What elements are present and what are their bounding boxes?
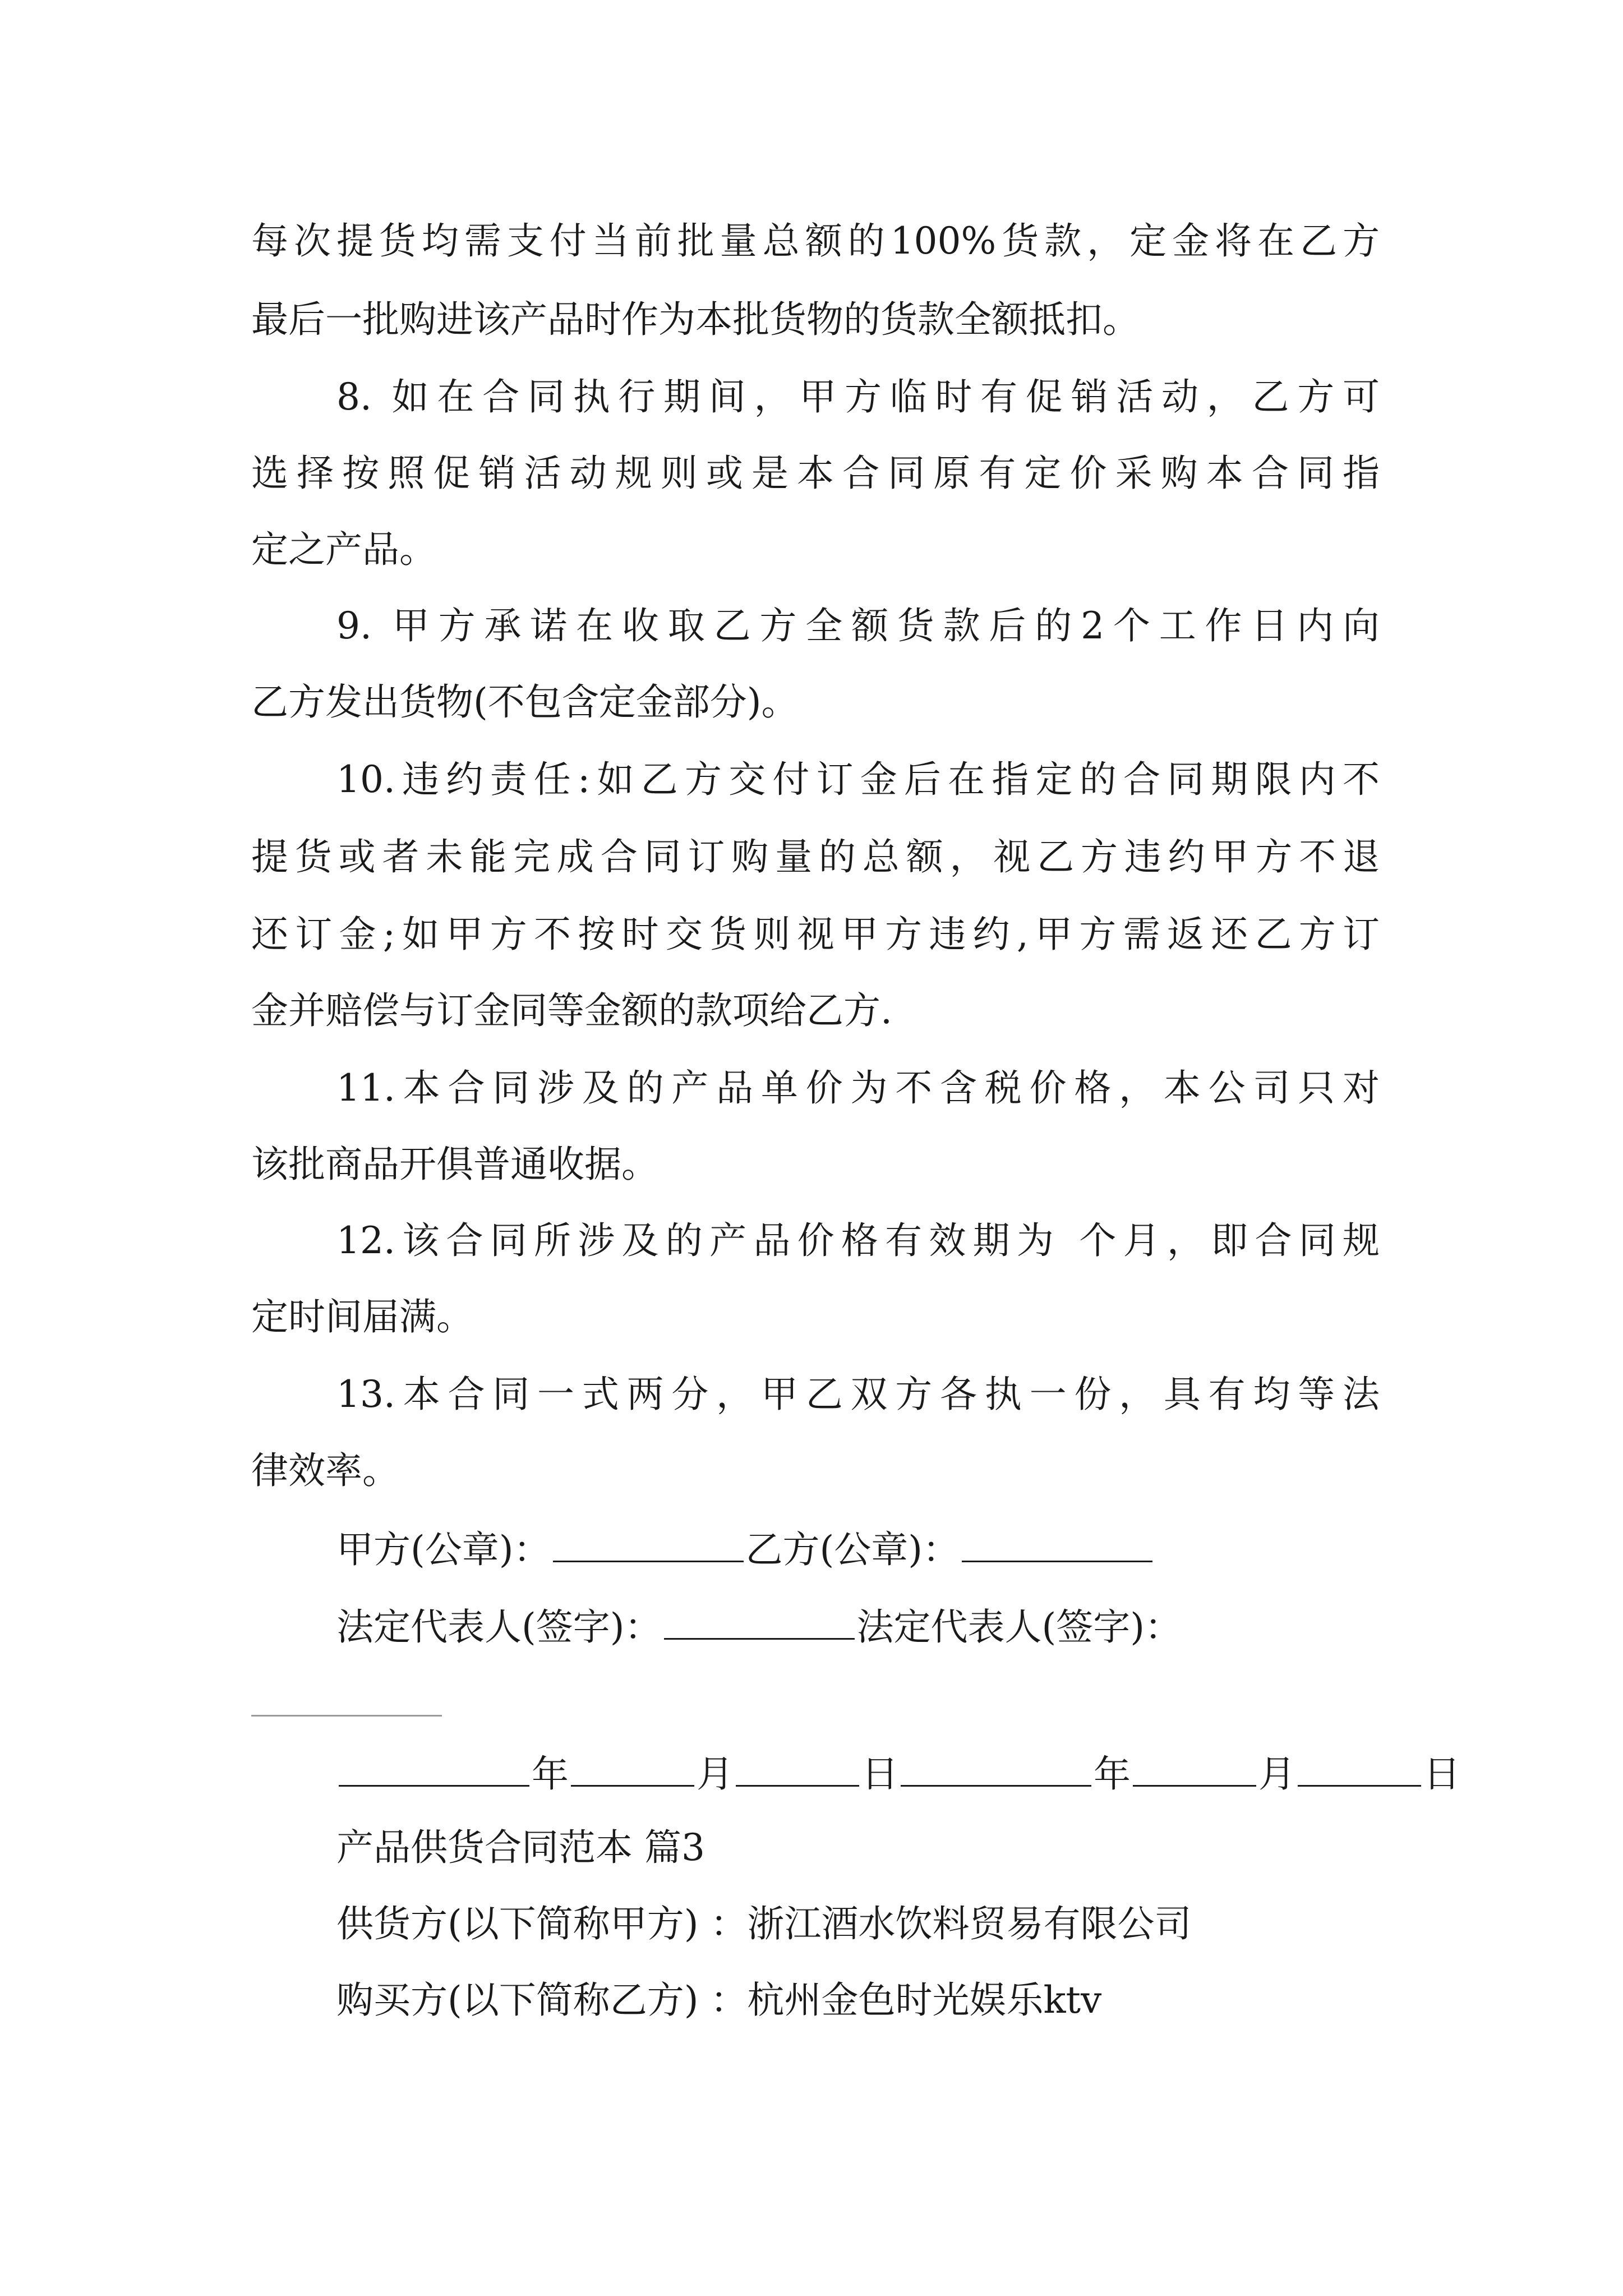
- date-a-month: 月: [697, 1752, 734, 1796]
- legal-rep-a-blank: [664, 1602, 855, 1640]
- clause-9-line: 9. 甲方承诺在收取乙方全额货款后的2个工作日内向: [336, 604, 1380, 647]
- date-b-year: 年: [1094, 1752, 1131, 1796]
- paragraph-line: 该批商品开俱普通收据。: [251, 1143, 658, 1186]
- paragraph-line: 定时间届满。: [251, 1295, 473, 1338]
- paragraph-line: 最后一批购进该产品时作为本批货物的货款全额抵扣。: [251, 298, 1140, 341]
- paragraph-line: 乙方发出货物(不包含定金部分)。: [251, 680, 799, 724]
- legal-rep-b-blank: [251, 1715, 442, 1717]
- legal-rep-line: [336, 1602, 1182, 1650]
- clause-10-line: 10.违约责任:如乙方交付订金后在指定的合同期限内不: [336, 758, 1380, 801]
- clause-11-line: 11.本合同涉及的产品单价为不含税价格，本公司只对: [336, 1066, 1380, 1110]
- section-title: 产品供货合同范本 篇3: [336, 1826, 705, 1869]
- clause-12-line: 12.该合同所涉及的产品价格有效期为 个月，即合同规: [336, 1219, 1380, 1262]
- date-b-month-blank: [1133, 1749, 1256, 1787]
- paragraph-line: 选择按照促销活动规则或是本合同原有定价采购本合同指: [251, 452, 1380, 495]
- legal-rep-a-label: 法定代表人(签字)：: [336, 1605, 662, 1649]
- date-b-month: 月: [1258, 1752, 1295, 1796]
- party-a-seal-blank: [553, 1525, 744, 1562]
- buyer-line: 购买方(以下简称乙方) ：杭州金色时光娱乐ktv: [336, 1978, 1102, 2022]
- date-a-month-blank: [571, 1749, 694, 1787]
- date-a-year: 年: [532, 1752, 569, 1796]
- date-b-day-blank: [1298, 1749, 1421, 1787]
- paragraph-line: 定之产品。: [251, 528, 436, 571]
- party-b-seal-blank: [962, 1525, 1152, 1562]
- party-a-seal-label: 甲方(公章)：: [336, 1528, 551, 1571]
- paragraph-line: 律效率。: [251, 1449, 399, 1492]
- date-a-year-blank: [339, 1749, 529, 1787]
- clause-13-line: 13.本合同一式两分，甲乙双方各执一份，具有均等法: [336, 1373, 1380, 1416]
- clause-8-line: 8. 如在合同执行期间，甲方临时有促销活动，乙方可: [336, 375, 1380, 418]
- date-b-day: 日: [1423, 1752, 1460, 1796]
- supplier-line: 供货方(以下简称甲方) ：浙江酒水饮料贸易有限公司: [336, 1902, 1192, 1945]
- date-a-day: 日: [861, 1752, 898, 1796]
- date-b-year-blank: [901, 1749, 1091, 1787]
- party-b-seal-label: 乙方(公章)：: [745, 1528, 960, 1571]
- paragraph-line: 每次提货均需支付当前批量总额的100%货款，定金将在乙方: [251, 219, 1380, 263]
- date-line: [336, 1749, 1460, 1797]
- paragraph-line: 提货或者未能完成合同订购量的总额，视乙方违约甲方不退: [251, 835, 1380, 878]
- paragraph-line: 还订金;如甲方不按时交货则视甲方违约,甲方需返还乙方订: [251, 913, 1380, 956]
- paragraph-line: 金并赔偿与订金同等金额的款项给乙方.: [251, 989, 892, 1032]
- legal-rep-b-label: 法定代表人(签字)：: [856, 1605, 1182, 1649]
- date-a-day-blank: [736, 1749, 859, 1787]
- seal-line: [336, 1525, 1155, 1572]
